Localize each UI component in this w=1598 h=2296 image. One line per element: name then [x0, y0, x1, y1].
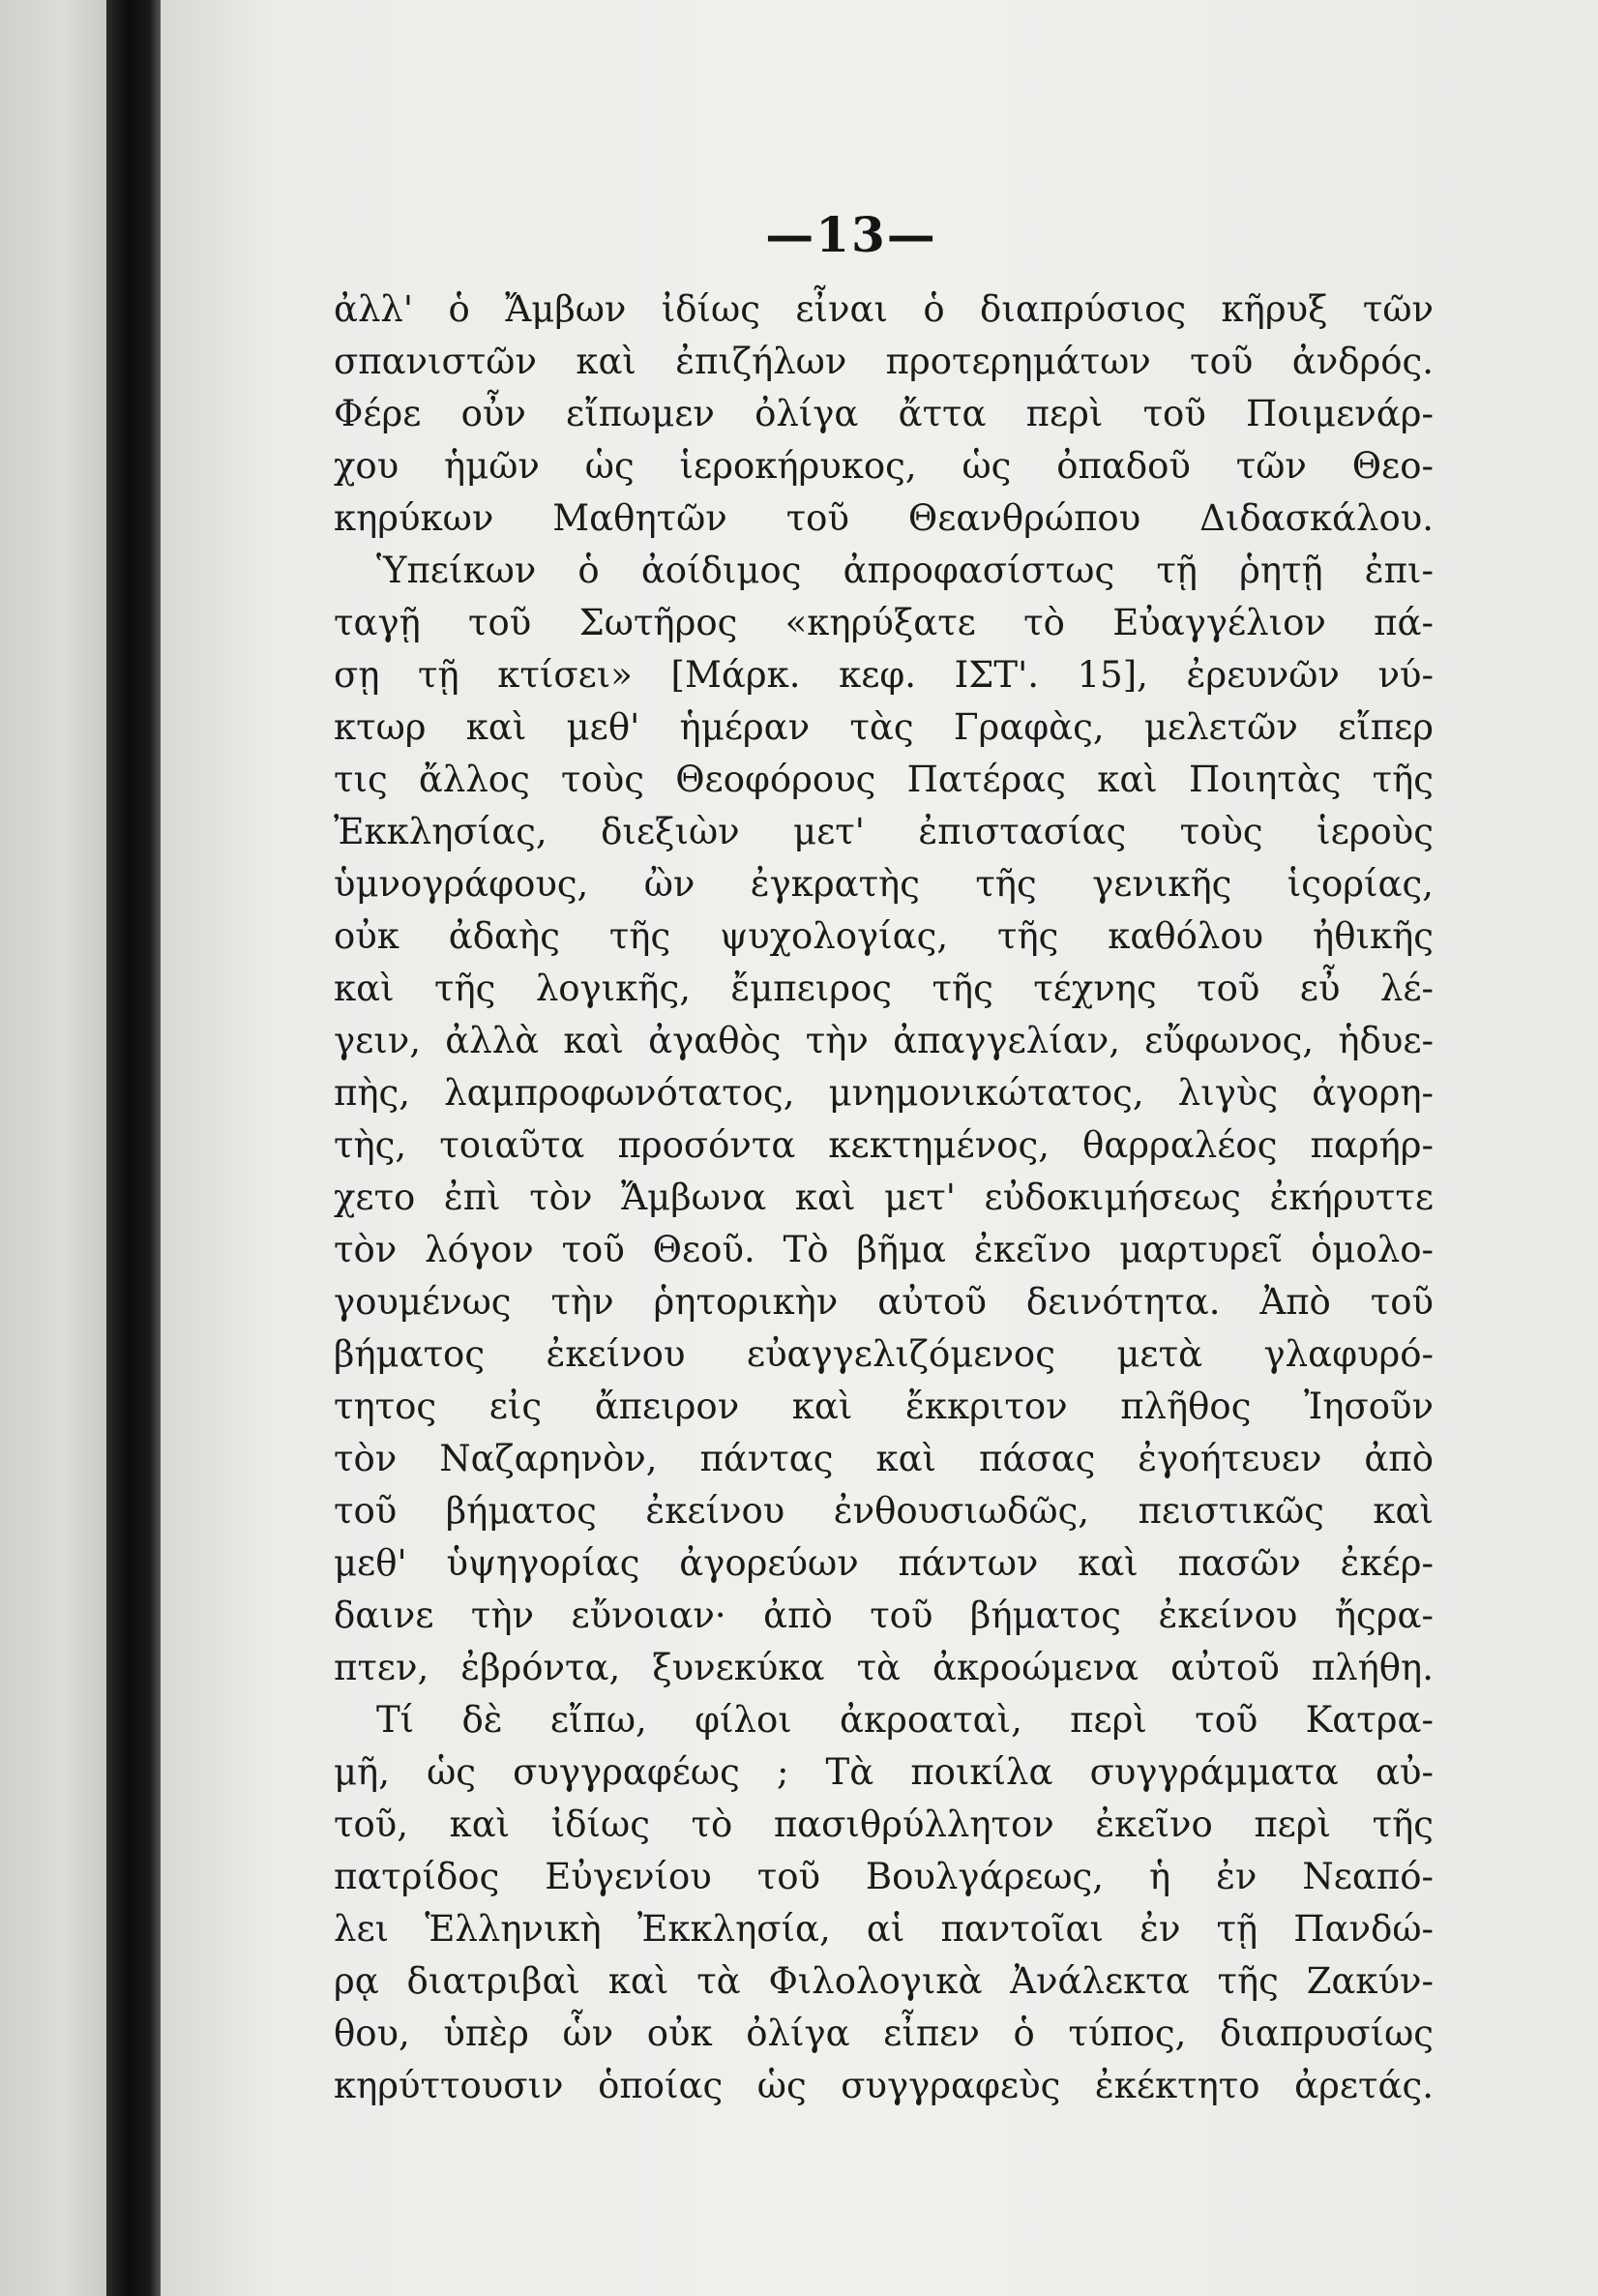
- text-line: πτεν, ἐβρόντα, ξυνεκύκα τὰ ἀκροώμενα αὐτοῦ πλήθη.: [334, 1647, 1434, 1688]
- body-text: [334, 283, 1434, 2112]
- text-line: Ὑπείκων ὁ ἀοίδιμος ἀπροφασίστως τῇ ῥητῇ ἐπι-: [376, 550, 1434, 591]
- text-line: τοῦ βήματος ἐκείνου ἐνθουσιωδῶς, πειστικῶς καὶ: [334, 1490, 1434, 1532]
- left-margin: [0, 0, 106, 2296]
- text-line: ἀλλ' ὁ Ἄμβων ἰδίως εἶναι ὁ διαπρύσιος κῆρυξ τῶν: [334, 288, 1434, 330]
- text-line: κτωρ καὶ μεθ' ἡμέραν τὰς Γραφὰς, μελετῶν εἴπερ: [334, 706, 1434, 748]
- book-spine: [106, 0, 161, 2296]
- text-line: Ἐκκλησίας, διεξιὼν μετ' ἐπιστασίας τοὺς ἱεροὺς: [334, 811, 1434, 852]
- text-line: ὑμνογράφους, ὢν ἐγκρατὴς τῆς γενικῆς ἱςορίας,: [334, 863, 1434, 905]
- text-line: κηρύττουσιν ὁποίας ὡς συγγραφεὺς ἐκέκτητο ἀρετάς.: [334, 2065, 1434, 2106]
- text-line: Τί δὲ εἴπω, φίλοι ἀκροαταὶ, περὶ τοῦ Κατρα-: [376, 1699, 1434, 1741]
- text-line: τὴς, τοιαῦτα προσόντα κεκτημένος, θαρραλέος παρήρ-: [334, 1124, 1434, 1166]
- text-line: μῆ, ὡς συγγραφέως ; Τὰ ποικίλα συγγράμματα αὐ-: [334, 1751, 1434, 1793]
- text-line: καὶ τῆς λογικῆς, ἔμπειρος τῆς τέχνης τοῦ εὖ λέ-: [334, 968, 1434, 1009]
- text-line: οὐκ ἀδαὴς τῆς ψυχολογίας, τῆς καθόλου ἠθικῆς: [334, 915, 1434, 957]
- text-line: πατρίδος Εὐγενίου τοῦ Βουλγάρεως, ἡ ἐν Νεαπό-: [334, 1856, 1434, 1897]
- text-line: πὴς, λαμπροφωνότατος, μνημονικώτατος, λιγὺς ἀγορη-: [334, 1072, 1434, 1114]
- text-line: τοῦ, καὶ ἰδίως τὸ πασιθρύλλητον ἐκεῖνο περὶ τῆς: [334, 1804, 1434, 1845]
- text-line: γουμένως τὴν ῥητορικὴν αὐτοῦ δεινότητα. Ἀπὸ τοῦ: [334, 1281, 1434, 1323]
- text-line: δαινε τὴν εὔνοιαν· ἀπὸ τοῦ βήματος ἐκείνου ἤςρα-: [334, 1595, 1434, 1636]
- text-line: μεθ' ὑψηγορίας ἀγορεύων πάντων καὶ πασῶν ἐκέρ-: [334, 1542, 1434, 1584]
- page-number: —13—: [765, 206, 937, 263]
- text-line: βήματος ἐκείνου εὐαγγελιζόμενος μετὰ γλαφυρό-: [334, 1333, 1434, 1375]
- text-line: θου, ὑπὲρ ὧν οὐκ ὀλίγα εἶπεν ὁ τύπος, διαπρυσίως: [334, 2013, 1434, 2054]
- text-line: τὸν λόγον τοῦ Θεοῦ. Τὸ βῆμα ἐκεῖνο μαρτυρεῖ ὁμολο-: [334, 1229, 1434, 1270]
- text-line: σπανιστῶν καὶ ἐπιζήλων προτερημάτων τοῦ ἀνδρός.: [334, 341, 1434, 382]
- text-line: κηρύκων Μαθητῶν τοῦ Θεανθρώπου Διδασκάλου.: [334, 497, 1434, 539]
- text-line: λει Ἑλληνικὴ Ἐκκλησία, αἱ παντοῖαι ἐν τῇ Πανδώ-: [334, 1908, 1434, 1950]
- text-line: σῃ τῇ κτίσει» [Μάρκ. κεφ. ΙΣΤ'. 15], ἐρευνῶν νύ-: [334, 654, 1434, 696]
- text-line: χετο ἐπὶ τὸν Ἄμβωνα καὶ μετ' εὐδοκιμήσεως ἐκήρυττε: [334, 1177, 1434, 1218]
- text-line: τὸν Ναζαρηνὸν, πάντας καὶ πάσας ἐγοήτευεν ἀπὸ: [334, 1438, 1434, 1479]
- text-line: ταγῇ τοῦ Σωτῆρος «κηρύξατε τὸ Εὐαγγέλιον πά-: [334, 602, 1434, 643]
- text-line: τητος εἰς ἄπειρον καὶ ἔκκριτον πλῆθος Ἰησοῦν: [334, 1386, 1434, 1427]
- text-line: Φέρε οὖν εἴπωμεν ὀλίγα ἄττα περὶ τοῦ Ποιμενάρ-: [334, 393, 1434, 434]
- text-line: γειν, ἀλλὰ καὶ ἀγαθὸς τὴν ἀπαγγελίαν, εὔφωνος, ἡδυε-: [334, 1020, 1434, 1061]
- text-line: τις ἄλλος τοὺς Θεοφόρους Πατέρας καὶ Ποιητὰς τῆς: [334, 759, 1434, 800]
- text-line: ρᾳ διατριβαὶ καὶ τὰ Φιλολογικὰ Ἀνάλεκτα τῆς Ζακύν-: [334, 1960, 1434, 2002]
- text-line: χου ἡμῶν ὡς ἱεροκήρυκος, ὡς ὀπαδοῦ τῶν Θεο-: [334, 445, 1434, 487]
